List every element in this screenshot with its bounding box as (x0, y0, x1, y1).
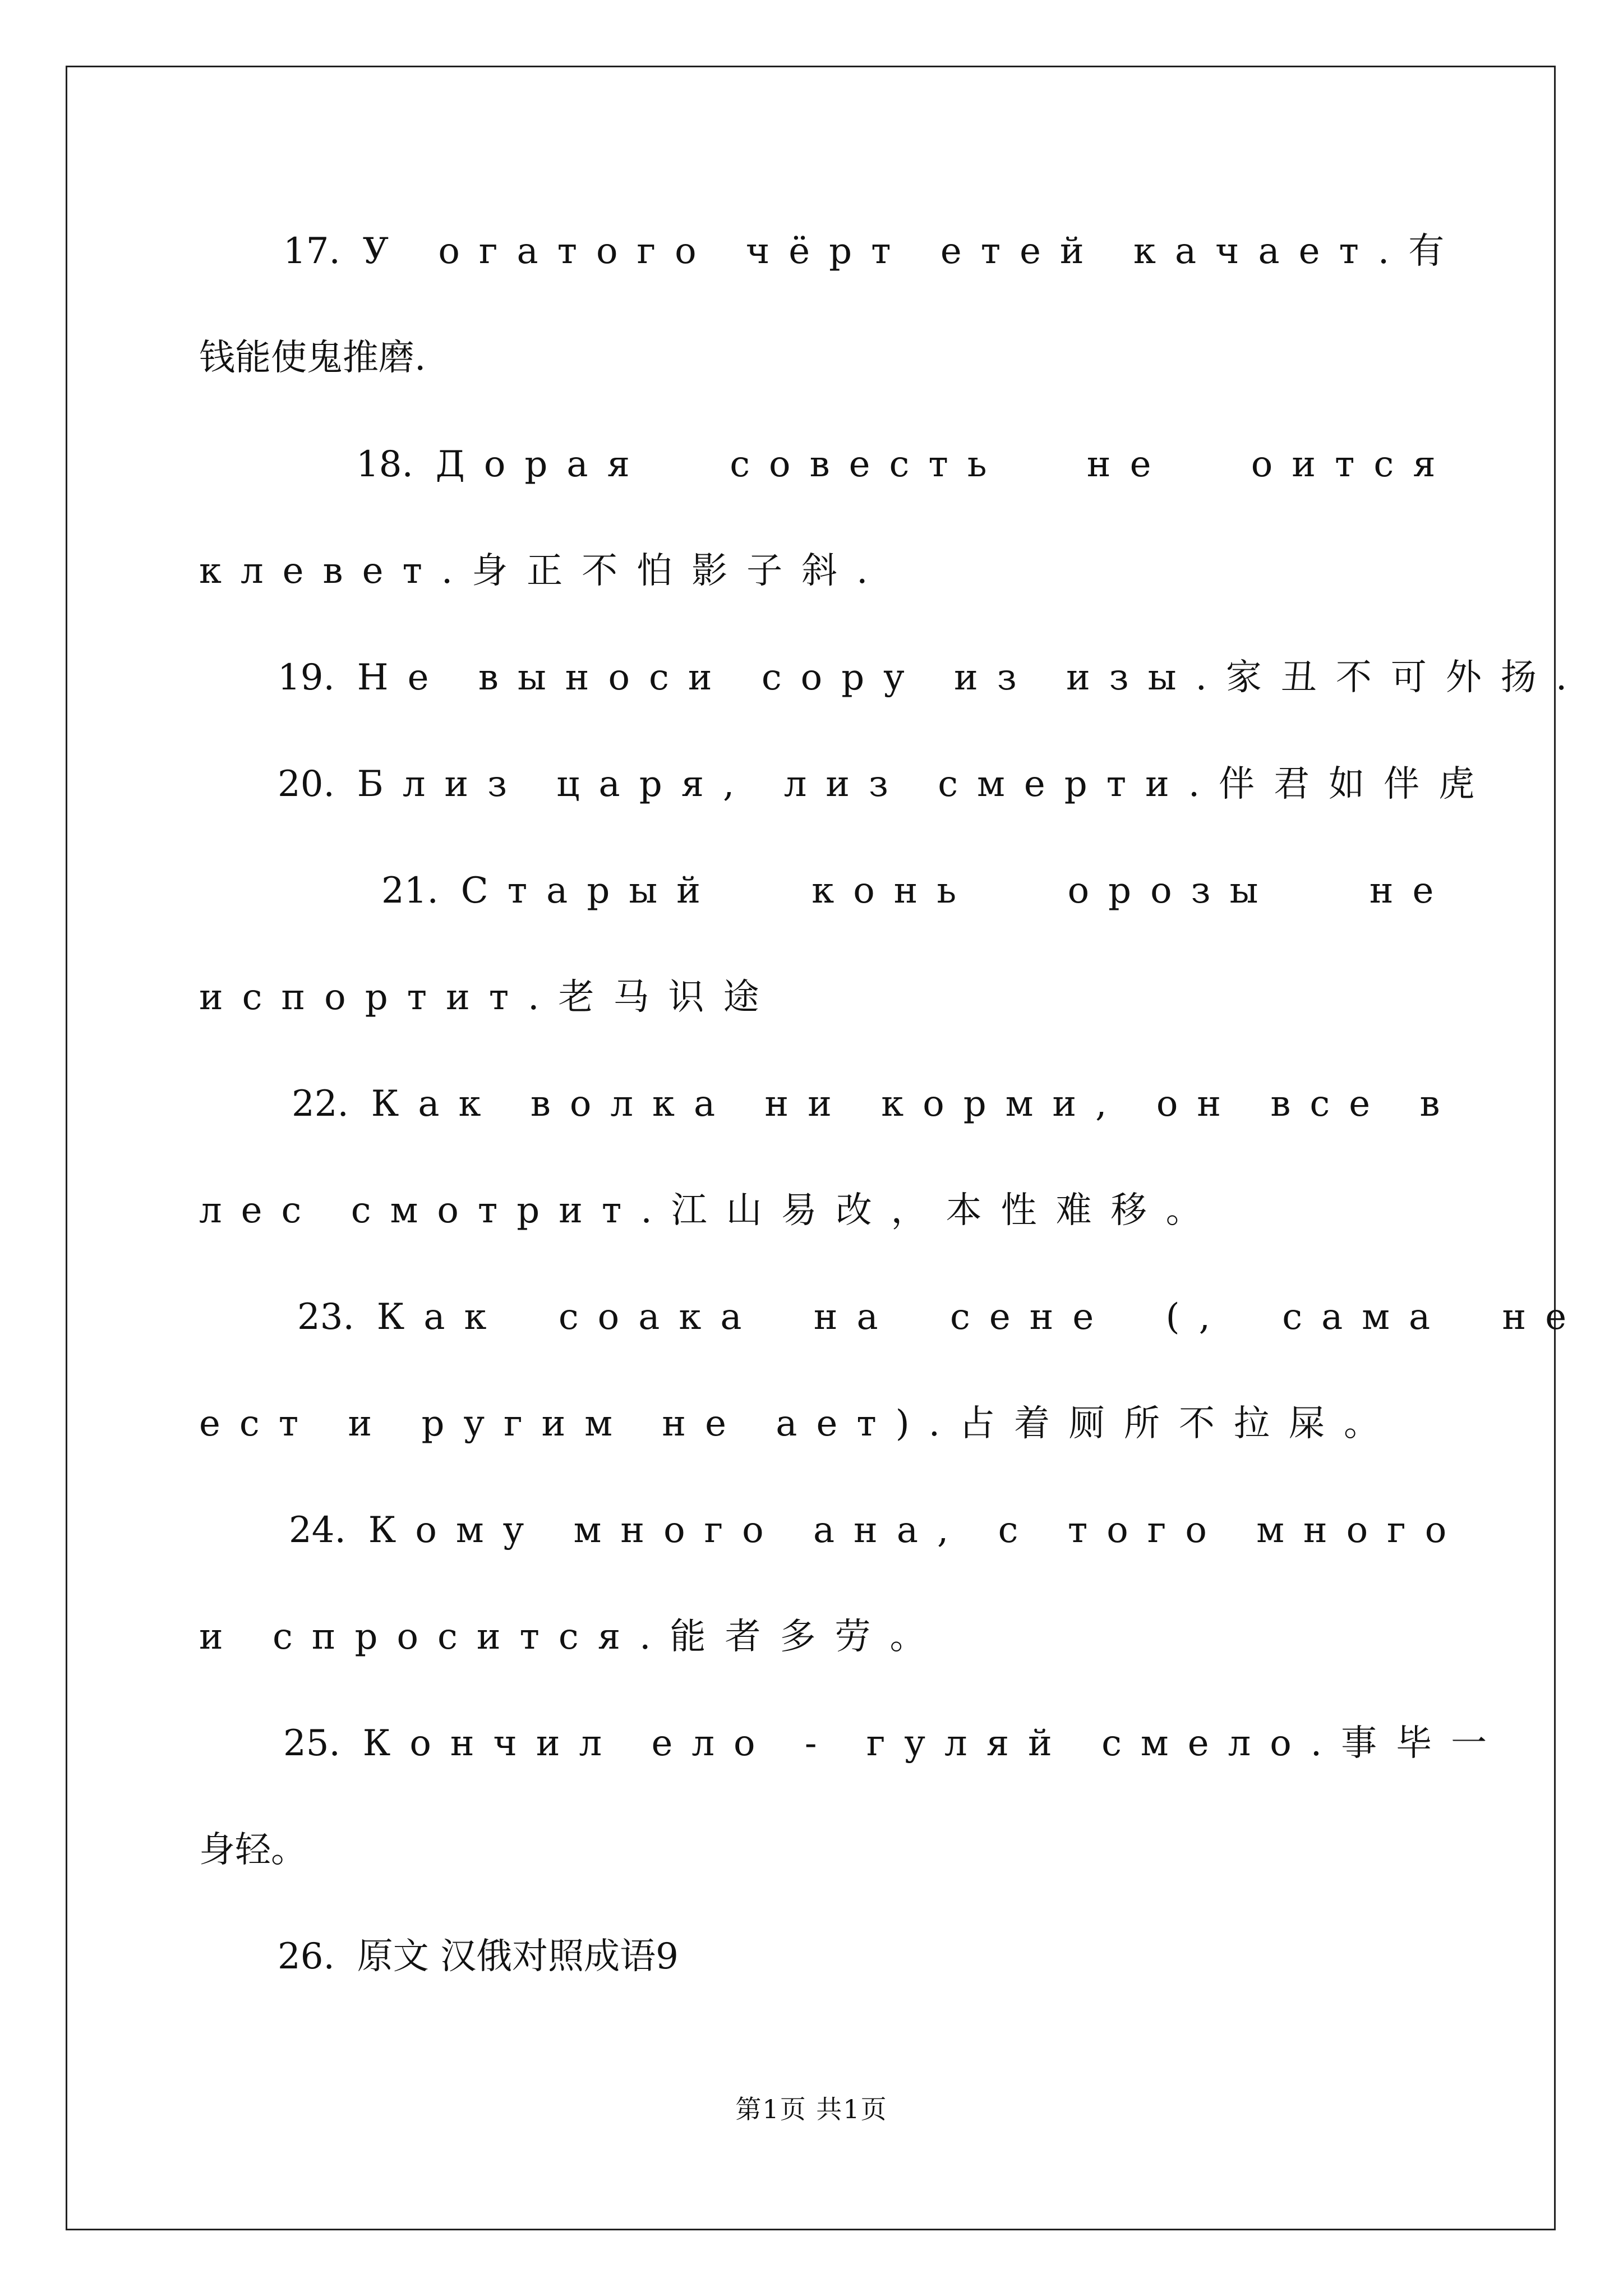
entry-18-line-1 (356, 438, 1455, 491)
entry-text: Как волка ни корми, он все в (371, 1083, 1459, 1125)
entry-number: 20. (278, 763, 335, 805)
entry-text: Кончил ело - гуляй смело.事毕一 (362, 1723, 1506, 1764)
entry-text: Близ царя, лиз смерти.伴君如伴虎 (357, 763, 1494, 805)
entry-20-line-1 (278, 757, 1494, 811)
entry-text: Как соака на сене (, сама не (376, 1296, 1586, 1338)
entry-24-line-2: и спросится.能者多劳。 (199, 1616, 945, 1658)
entry-number: 26. (278, 1936, 335, 1977)
entry-number: 25. (283, 1723, 340, 1764)
entry-17-line-2: 钱能使鬼推磨. (199, 337, 426, 379)
entry-18-line-2: клевет.身正不怕影子斜. (199, 550, 887, 592)
entry-number: 22. (292, 1083, 349, 1125)
page-footer: 第1页 共1页 (735, 2094, 888, 2124)
entry-text: 原文 汉俄对照成语9 (357, 1936, 679, 1977)
entry-24-line-1 (289, 1503, 1466, 1557)
entry-text: Дорая совесть не оится (435, 444, 1455, 485)
entry-number: 24. (289, 1510, 346, 1551)
entry-text: У огатого чёрт етей качает.有 (362, 231, 1464, 272)
entry-25-line-1 (283, 1717, 1506, 1770)
entry-25-line-2: 身轻。 (199, 1829, 307, 1871)
entry-number: 17. (283, 231, 340, 272)
entry-text: Не выноси сору из изы.家丑不可外扬. (357, 657, 1587, 698)
entry-number: 21. (381, 870, 439, 912)
entry-26-line-1 (278, 1930, 1424, 1984)
entry-21-line-1 (381, 864, 1453, 918)
entry-text: Кому много ана, с того много (368, 1510, 1466, 1551)
entry-22-line-2: лес смотрит.江山易改，本性难移。 (199, 1190, 1221, 1231)
entry-22-line-1 (292, 1077, 1459, 1131)
entry-23-line-2: ест и ругим не ает).占着厕所不拉屎。 (199, 1403, 1399, 1444)
entry-number: 18. (356, 444, 413, 485)
entry-21-line-2: испортит.老马识途 (199, 977, 778, 1018)
entry-number: 19. (278, 657, 335, 698)
entry-23-line-1 (297, 1290, 1586, 1344)
entry-19-line-1 (278, 651, 1587, 705)
entry-number: 23. (297, 1296, 354, 1338)
page-border (66, 66, 1556, 2230)
entry-text: Старый конь орозы не (460, 870, 1453, 912)
entry-17-line-1 (283, 224, 1464, 278)
